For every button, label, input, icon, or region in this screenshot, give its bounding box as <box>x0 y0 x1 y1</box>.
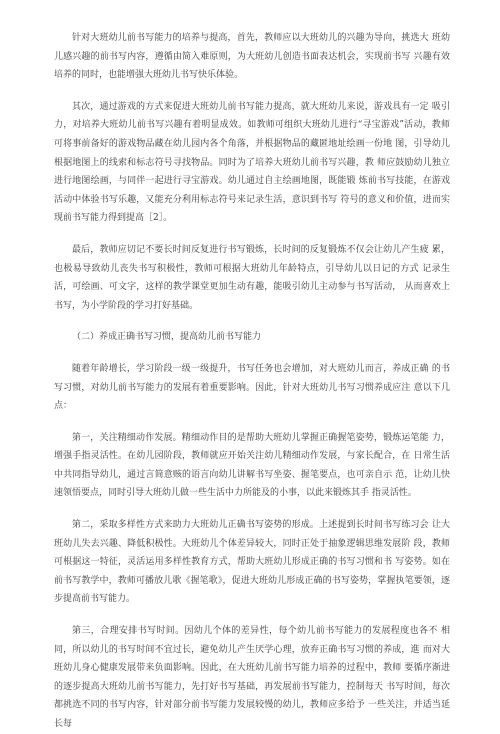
section-heading: （二）养成正确书写习惯，提高幼儿前书写能力 <box>72 332 262 343</box>
body-paragraph: 第二，采取多样性方式来助力大班幼儿正确书写姿势的形成。上述提到长时间书写练习会 让大班幼儿失去兴趣、降低积极性。大班幼儿个体差异较大，同时正处于抽象逻辑思维发展阶 段，教师可根据这一特征，灵活运用多样性教育方式，帮助大班幼儿形成正确的书写习惯和书 写姿势。如在前书写教学中，教师可播放儿歌《握笔歌》，促进大班幼儿形成正确的书写姿势，掌握执笔要领，逐步提高前书写能力。 <box>54 520 450 605</box>
body-paragraph: 随着年龄增长，学习阶段一级一级提升，书写任务也会增加，对大班幼儿而言，养成正确 的书写习惯，对幼儿前书写能力的发展有着重要影响。因此，针对大班幼儿书写习惯养成应注 意以下几点： <box>54 363 450 412</box>
body-paragraph: 第一，关注精细动作发展。精细动作目的是帮助大班幼儿掌握正确握笔姿势，锻炼运笔能 力，增强手指灵活性。在幼儿园阶段，教师就应开始关注幼儿精细动作发展，与家长配合，在 日常生活中共同指导幼儿，通过言简意赅的语言向幼儿讲解书写坐姿、握笔要点，也可亲自示 范，让幼儿快速领悟要点，同时引导大班幼儿做一些生活中力所能及的小事，以此来锻炼其手 指灵活性。 <box>54 432 450 499</box>
body-paragraph: 针对大班幼儿前书写能力的培养与提高，首先，教师应以大班幼儿的兴趣为导向，挑选大 班幼儿感兴趣的前书写内容，遵循由简入难原则，为大班幼儿创造书面表达机会，实现前书写 兴趣有效培养的同时，也能增强大班幼儿书写快乐体验。 <box>54 33 450 81</box>
paragraph-gap <box>54 347 450 360</box>
body-paragraph: 其次，通过游戏的方式来促进大班幼儿前书写能力提高，就大班幼儿来说，游戏具有一定 吸引力，对培养大班幼儿前书写兴趣有着明显成效。如教师可组织大班幼儿进行“寻宝游戏”活动，教师可将事前备好的游戏物品藏在幼儿园内各个角落，并根据物品的藏匿地址绘画一份地 图，引导幼儿根据地图上的线索和标志符号寻找物品。同时为了培养大班幼儿前书写兴趣，教 师应鼓励幼儿独立进行地图绘画，与同伴一起进行寻宝游戏。幼儿通过自主绘画地图，既能锻 炼前书写技能，在游戏活动中体验书写乐趣，又能充分利用标志符号来记录生活，意识到书写 符号的意义和价值，进而实现前书写能力得到提高［2］。 <box>54 101 450 224</box>
paragraph-gap <box>54 609 450 622</box>
paragraph-gap <box>54 416 450 429</box>
paragraph-gap <box>54 503 450 516</box>
body-paragraph: 最后，教师应切记不要长时间反复进行书写锻炼，长时间的反复锻炼不仅会让幼儿产生疲 累，也极易导致幼儿丧失书写积极性，教师可根据大班幼儿年龄特点，引导幼儿以日记的方式 记录生活，可绘画、可文字，这样的教学课堂更加生动有趣，能吸引幼儿主动参与书写活动， 从而喜欢上书写，为小学阶段的学习打好基础。 <box>54 244 450 311</box>
paragraph-gap <box>54 85 450 98</box>
body-paragraph: 第三，合理安排书写时间。因幼儿个体的差异性，每个幼儿前书写能力的发展程度也各不 相同，所以幼儿的书写时间不宜过长，避免幼儿产生厌学心理，放弃正确书写习惯的养成，進 而对大班幼儿身心健康发展带来负面影响。因此，在大班幼儿前书写能力培养的过程中，教师 要循序渐进的逐步提高大班幼儿前书写能力，先打好书写基础，再发展前书写能力，控制每天 书写时间，每次都挑选不同的书写内容，针对部分前书写能力发展较慢的幼儿，教师应多给予 一些关注，并适当延长每 <box>54 626 450 729</box>
paragraph-gap <box>54 315 450 328</box>
paragraph-gap <box>54 228 450 241</box>
